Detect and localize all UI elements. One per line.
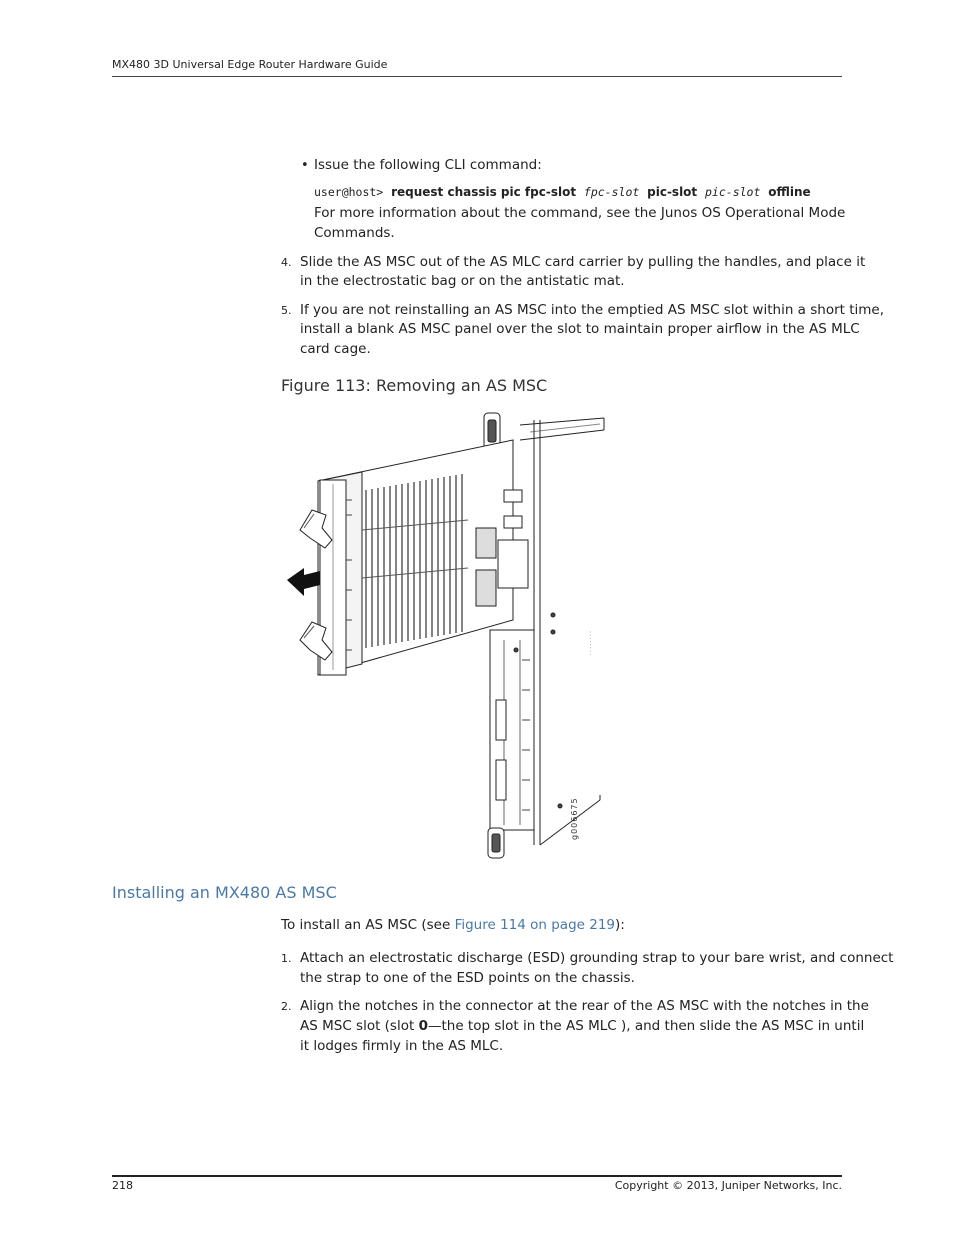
page-number: 218 [112, 1179, 133, 1192]
step-4-line2: in the electrostatic bag or on the antistatic mat. [300, 273, 625, 289]
install-step-2-line2 [300, 1016, 864, 1036]
step-4-line1: Slide the AS MSC out of the AS MLC card carrier by pulling the handles, and place it [300, 254, 866, 270]
figure-114-link[interactable]: Figure 114 on page 219 [454, 917, 616, 933]
section-heading: Installing an MX480 AS MSC [112, 883, 337, 902]
figure-id-label: g006675 [570, 797, 579, 840]
install-step-2-line3: it lodges firmly in the AS MLC. [300, 1038, 504, 1054]
bullet-dot: • [301, 158, 309, 173]
install-intro-prefix: To install an AS MSC (see [281, 917, 455, 933]
install-intro [281, 915, 625, 935]
cli-part2: pic-slot [647, 185, 698, 199]
slot-number: 0 [418, 1018, 428, 1034]
cli-part1: request chassis pic fpc-slot [391, 185, 577, 199]
cli-part3: offline [768, 185, 811, 199]
install-intro-suffix: ): [615, 917, 625, 933]
bullet-intro: Issue the following CLI command: [314, 157, 542, 173]
svg-text:· · · · · · · ·: · · · · · · · · [588, 631, 594, 655]
step-5-line1: If you are not reinstalling an AS MSC into the emptied AS MSC slot within a short time, [300, 302, 885, 318]
cli-prompt: user@host> [314, 185, 384, 199]
cli-arg1: fpc-slot [583, 185, 640, 199]
removal-arrow-icon [287, 568, 320, 596]
step-number: 2. [281, 1000, 292, 1013]
cli-arg2: pic-slot [705, 185, 761, 199]
install-step-1-line1: Attach an electrostatic discharge (ESD) grounding strap to your bare wrist, and connect [300, 950, 894, 966]
step-number: 1. [281, 952, 292, 965]
running-header: MX480 3D Universal Edge Router Hardware Guide [112, 58, 388, 71]
step-number: 4. [281, 256, 292, 269]
figure-caption: Figure 113: Removing an AS MSC [281, 376, 548, 395]
bullet-note-line2: Commands. [314, 225, 395, 241]
install-step-2-line2-prefix: AS MSC slot (slot [300, 1018, 419, 1034]
install-step-2-line2-suffix: —the top slot in the AS MLC ), and then slide the AS MSC in until [427, 1018, 865, 1034]
copyright: Copyright © 2013, Juniper Networks, Inc. [614, 1179, 842, 1192]
step-5-line3: card cage. [300, 341, 371, 357]
bullet-note-line1: For more information about the command, see the Junos OS Operational Mode [314, 205, 846, 221]
footer-rule [112, 1175, 842, 1177]
install-step-2-line1: Align the notches in the connector at the rear of the AS MSC with the notches in the [300, 998, 869, 1014]
install-step-1-line2: the strap to one of the ESD points on the chassis. [300, 970, 635, 986]
step-number: 5. [281, 304, 292, 317]
step-5-line2: install a blank AS MSC panel over the slot to maintain proper airflow in the AS MLC [300, 321, 860, 337]
